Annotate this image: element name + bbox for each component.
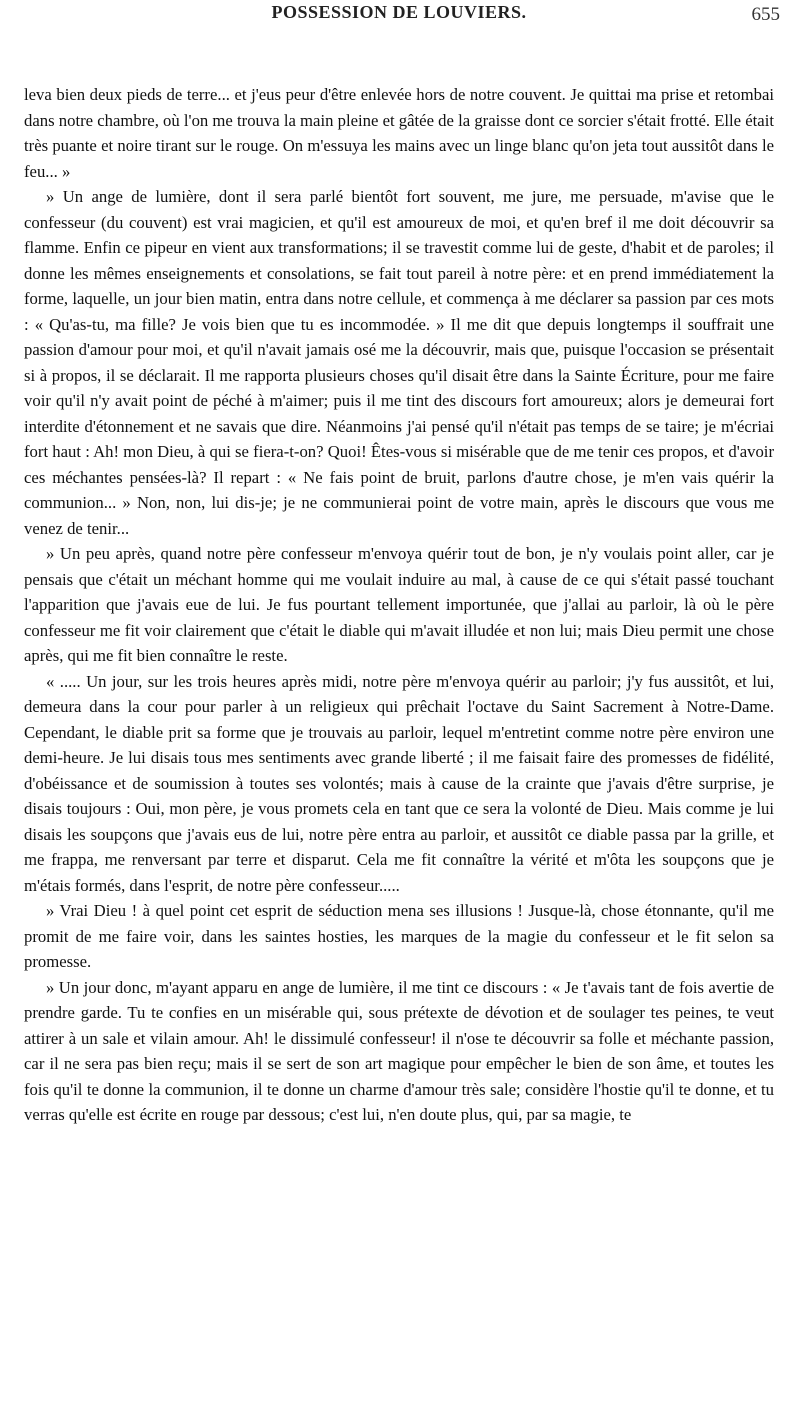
paragraph: « ..... Un jour, sur les trois heures après midi, notre père m'envoya quérir au parloir; j'y fus aussitôt, et lui, demeura dans la cour pour parler à un religieux qui prêchait l'octave du Saint Sacrement à Notre-Dame. Cependant, le diable prit sa forme que je trouvais au parloir, lequel m'entretint comme notre père environ une demi-heure. Je lui disais tous mes sentiments avec grande liberté ; il me faisait faire des promesses de fidélité, d'obéissance et de soumission à toutes ses volontés; mais à cause de la crainte que j'avais d'être surprise, je disais toujours : Oui, mon père, je vous promets cela en tant que ce sera la volonté de Dieu. Mais comme je lui disais les soupçons que j'avais eus de lui, notre père entra au parloir, et aussitôt ce diable passa par la grille, et me frappa, me renversant par terre et disparut. Cela me fit connaître la vérité et m'ôta les soupçons que je m'étais formés, dans l'esprit, de notre père confesseur..... [24, 671, 774, 895]
body-text [24, 82, 774, 1128]
paragraph: » Un jour donc, m'ayant apparu en ange de lumière, il me tint ce discours : « Je t'avais tant de fois avertie de prendre garde. Tu te confies en un misérable qui, sous prétexte de dévotion et de soulager tes peines, te veut attirer à un sale et vilain amour. Ah! le dissimulé confesseur! il n'ose te découvrir sa folle et méchante passion, car il ne sera pas bien reçu; mais il se sert de son art magique pour empêcher le bien de son âme, et toutes les fois qu'il te donne la communion, il te donne un charme d'amour très sale; considère l'hostie qu'il te donne, et tu verras qu'elle est écrite en rouge par dessous; c'est lui, n'en doute plus, qui, par sa magie, te [24, 977, 774, 1124]
paragraph: » Un peu après, quand notre père confesseur m'envoya quérir tout de bon, je n'y voulais point aller, car je pensais que c'était un méchant homme qui me voulait induire au mal, à cause de ce qui s'était passé touchant l'apparition que j'avais eue de lui. Je fus pourtant tellement importunée, que j'allai au parloir, là où le père confesseur me fit voir clairement que c'était le diable qui m'avait illudée et non lui; mais Dieu permit une chose après, qui me fit bien connaître le reste. [24, 544, 774, 665]
running-title: POSSESSION DE LOUVIERS. [271, 2, 527, 22]
book-page [24, 0, 780, 1409]
paragraph: » Un ange de lumière, dont il sera parlé bientôt fort souvent, me jure, me persuade, m'avise que le confesseur (du couvent) est vrai magicien, et qu'il est amoureux de moi, et qu'en bref il me doit découvrir sa flamme. Enfin ce pipeur en vient aux transformations; il se travestit comme lui de geste, d'habit et de paroles; il donne les mêmes enseignements et consolations, se fait tout pareil à notre père: et en prend immédiatement la forme, laquelle, un jour bien matin, entra dans notre cellule, et commença à me déclarer sa passion par ces mots : « Qu'as-tu, ma fille? Je vois bien que tu es incommodée. » Il me dit que depuis longtemps il souffrait une passion d'amour pour moi, et qu'il n'avait jamais osé me la découvrir, mais que, puisque l'occasion se présentait si à propos, il se déclarait. Il me rapporta plusieurs choses qu'il disait être dans la Sainte Écriture, pour me faire voir qu'il n'y avait point de péché à m'aimer; puis il me tint des discours fort amoureux; alors je demeurai fort interdite d'étonnement et ne savais que dire. Néanmoins j'ai pensé qu'il n'était pas temps de se taire; je m'écriai fort haut : Ah! mon Dieu, à qui se fiera-t-on? Quoi! Êtes-vous si misérable que de me tenir ces propos, et d'avoir ces méchantes pensées-là? Il repart : « Ne fais point de bruit, parlons d'autre chose, je m'en vais quérir la communion... » Non, non, lui dis-je; je ne communierai point de votre main, après le discours que vous me venez de tenir... [24, 187, 774, 538]
paragraph: » Vrai Dieu ! à quel point cet esprit de séduction mena ses illusions ! Jusque-là, chose étonnante, qu'il me promit de me faire voir, dans les saintes hosties, les marques de la magie du confesseur et le fit selon sa promesse. [24, 901, 774, 971]
page-number: 655 [751, 4, 780, 25]
page-header [24, 0, 780, 38]
paragraph: leva bien deux pieds de terre... et j'eus peur d'être enlevée hors de notre couvent. Je quittai ma prise et retombai dans notre chambre, où l'on me trouva la main pleine et gâtée de la graisse dont ce sorcier s'était frotté. Elle était très puante et noire tirant sur le rouge. On m'essuya les mains avec un linge blanc qu'on jeta tout aussitôt dans le feu... » [24, 85, 774, 181]
